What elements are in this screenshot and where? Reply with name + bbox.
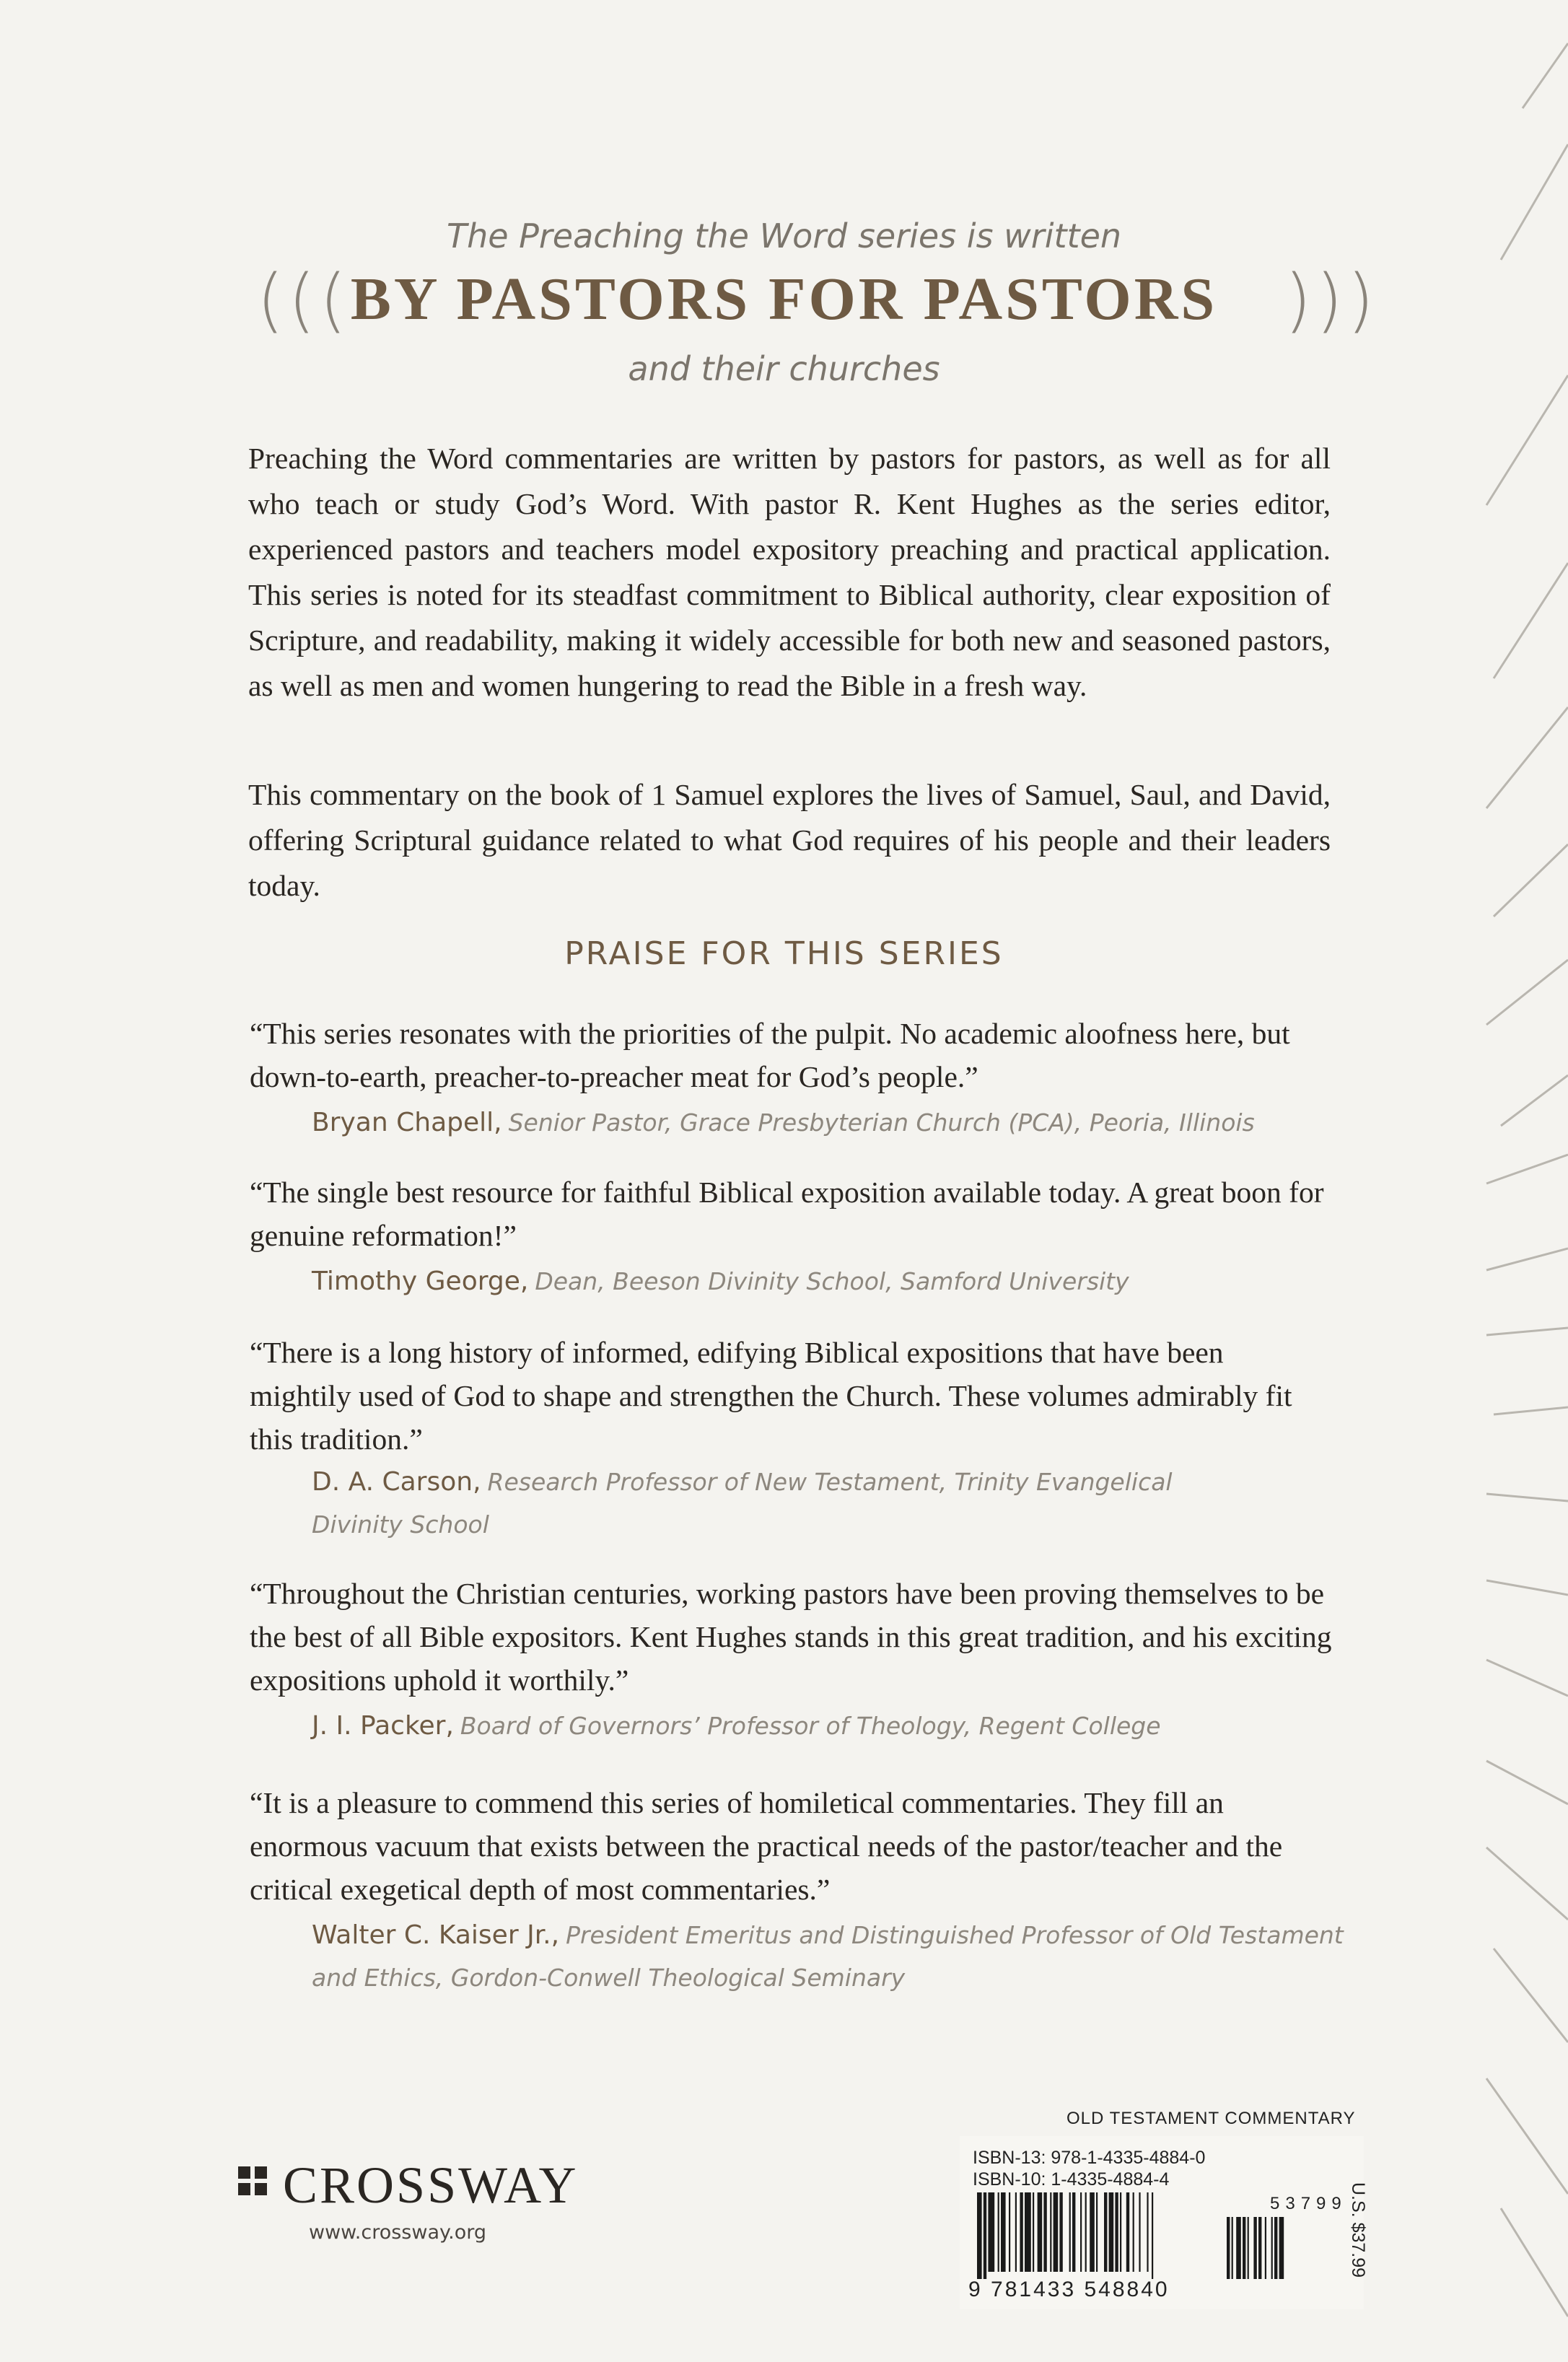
praise-heading: PRAISE FOR THIS SERIES bbox=[564, 935, 1004, 972]
barcode-bar bbox=[1043, 2192, 1046, 2272]
endorser-name: J. I. Packer, bbox=[312, 1711, 454, 1741]
endorser-title: Senior Pastor, Grace Presbyterian Church (PCA), Peoria, Illinois bbox=[508, 1108, 1255, 1137]
barcode-bar bbox=[1015, 2192, 1017, 2272]
price-code: 53799 bbox=[1270, 2194, 1347, 2213]
barcode-bar bbox=[1139, 2192, 1140, 2272]
barcode-addon-bar bbox=[1265, 2217, 1266, 2279]
barcode-bar bbox=[1096, 2192, 1098, 2272]
category-label: OLD TESTAMENT COMMENTARY bbox=[1066, 2109, 1356, 2128]
barcode-bar bbox=[1009, 2192, 1010, 2272]
right-bracket-ornament: ))) bbox=[1284, 260, 1379, 341]
barcode-bar bbox=[1085, 2192, 1087, 2272]
price-label: U.S. $37.99 bbox=[1348, 2182, 1368, 2278]
endorser-title: President Emeritus and Distinguished Professor of Old Testament and Ethics, Gordon-Conwell Theological Seminary bbox=[312, 1921, 1344, 1992]
left-bracket-ornament: ((( bbox=[257, 260, 351, 341]
barcode-addon-bar bbox=[1279, 2217, 1284, 2279]
publisher-name: CROSSWAY bbox=[283, 2156, 579, 2214]
endorsement-quote: “This series resonates with the priorities of the pulpit. No academic aloofness here, but down-to-earth, preacher-to-preacher meat for God’s people.” bbox=[250, 1017, 1290, 1093]
endorser-name: D. A. Carson, bbox=[312, 1467, 481, 1497]
barcode-bar bbox=[988, 2192, 994, 2272]
barcode-bar bbox=[1126, 2192, 1129, 2272]
barcode-addon-bar bbox=[1248, 2217, 1249, 2279]
volume-description: This commentary on the book of 1 Samuel explores the lives of Samuel, Saul, and David, offering Scriptural guidance related to what God requires of his people and their leaders today. bbox=[248, 778, 1331, 902]
endorser-title: Dean, Beeson Divinity School, Samford University bbox=[535, 1267, 1129, 1295]
endorsement-attribution bbox=[312, 1705, 1380, 1747]
barcode-bar bbox=[1054, 2192, 1059, 2272]
barcode-bar bbox=[1069, 2192, 1071, 2272]
barcode-bar bbox=[1020, 2192, 1022, 2272]
isbn-13: ISBN-13: 978-1-4335-4884-0 bbox=[973, 2148, 1206, 2168]
barcode-bar bbox=[1050, 2192, 1051, 2272]
price-rotated bbox=[1349, 2182, 1371, 2319]
barcode-addon-bar bbox=[1232, 2217, 1233, 2279]
barcode-addon-bar bbox=[1274, 2217, 1277, 2279]
series-tagline-top: The Preaching the Word series is written bbox=[446, 216, 1122, 255]
barcode-bar bbox=[1147, 2192, 1148, 2272]
barcode-bar bbox=[1133, 2192, 1134, 2272]
barcode-bar bbox=[998, 2192, 999, 2272]
barcode-block bbox=[960, 2136, 1368, 2309]
barcode-bar bbox=[1059, 2192, 1062, 2272]
endorsement-attribution bbox=[312, 1260, 1380, 1303]
barcode-addon-bar bbox=[1253, 2217, 1256, 2279]
barcode-bar bbox=[1152, 2192, 1153, 2279]
barcode-addon-bar bbox=[1271, 2217, 1273, 2279]
barcode-addon-bar bbox=[1243, 2217, 1245, 2279]
endorsement-quote: “There is a long history of informed, edifying Biblical expositions that have been mightily used of God to shape and strengthen the Church. These volumes admirably fit this tradition.” bbox=[250, 1336, 1292, 1456]
endorsement-attribution bbox=[312, 1461, 1250, 1546]
endorsement-quote: “Throughout the Christian centuries, working pastors have been proving themselves to be the best of all Bible expositors. Kent Hughes stands in this great tradition, and his exciting expositions uphold it worthily.” bbox=[250, 1577, 1332, 1697]
endorser-title: Board of Governors’ Professor of Theology, Regent College bbox=[460, 1712, 1161, 1740]
endorsement-attribution bbox=[312, 1914, 1358, 1999]
barcode-bar bbox=[1038, 2192, 1043, 2272]
endorsement-quote: “It is a pleasure to commend this series of homiletical commentaries. They fill an enormous vacuum that exists between the practical needs of the pastor/teacher and the critical exegetical depth of most commentaries.” bbox=[250, 1786, 1283, 1906]
barcode-addon-bar bbox=[1227, 2217, 1230, 2279]
isbn-10: ISBN-10: 1-4335-4884-4 bbox=[973, 2169, 1170, 2190]
barcode-bar bbox=[1033, 2192, 1034, 2272]
barcode-bar bbox=[1109, 2192, 1114, 2272]
series-tagline-bottom: and their churches bbox=[628, 349, 940, 388]
crossway-logo bbox=[238, 2156, 599, 2214]
series-description: Preaching the Word commentaries are written by pastors for pastors, as well as for all who teach or study God’s Word. With pastor R. Kent Hughes as the series editor, experienced pastors and teachers model expository preaching and practical application. This series is noted for its steadfast commitment to Biblical authority, clear exposition of Scripture, and readability, making it widely accessible for both new and seasoned pastors, as well as men and women hungering to read the Bible in a fresh way. bbox=[248, 442, 1331, 702]
endorser-title: Research Professor of New Testament, Trinity Evangelical Divinity School bbox=[312, 1468, 1173, 1539]
barcode-bar bbox=[1080, 2192, 1082, 2272]
crossway-mark-icon bbox=[238, 2166, 268, 2197]
endorser-name: Bryan Chapell, bbox=[312, 1108, 502, 1137]
barcode-bar bbox=[1104, 2192, 1107, 2272]
barcode-bar bbox=[1001, 2192, 1006, 2272]
endorser-name: Walter C. Kaiser Jr., bbox=[312, 1920, 560, 1950]
barcode-addon-bar bbox=[1236, 2217, 1241, 2279]
endorser-name: Timothy George, bbox=[312, 1267, 529, 1296]
endorsement-quote: “The single best resource for faithful Biblical exposition available today. A great boon for genuine reformation!” bbox=[250, 1176, 1324, 1252]
barcode-digits: 9 781433 548840 bbox=[968, 2278, 1170, 2301]
endorsement-attribution bbox=[312, 1101, 1380, 1144]
barcode-bar bbox=[984, 2192, 986, 2279]
series-headline: BY PASTORS FOR PASTORS bbox=[350, 266, 1218, 333]
barcode-bar bbox=[977, 2192, 982, 2279]
publisher-url: www.crossway.org bbox=[309, 2221, 486, 2244]
barcode-bar bbox=[1072, 2192, 1075, 2272]
barcode-bar bbox=[1090, 2192, 1095, 2272]
barcode-addon-bar bbox=[1258, 2217, 1261, 2279]
barcode-bar bbox=[1120, 2192, 1121, 2272]
barcode-bar bbox=[1115, 2192, 1118, 2272]
barcode-bar bbox=[1025, 2192, 1031, 2272]
